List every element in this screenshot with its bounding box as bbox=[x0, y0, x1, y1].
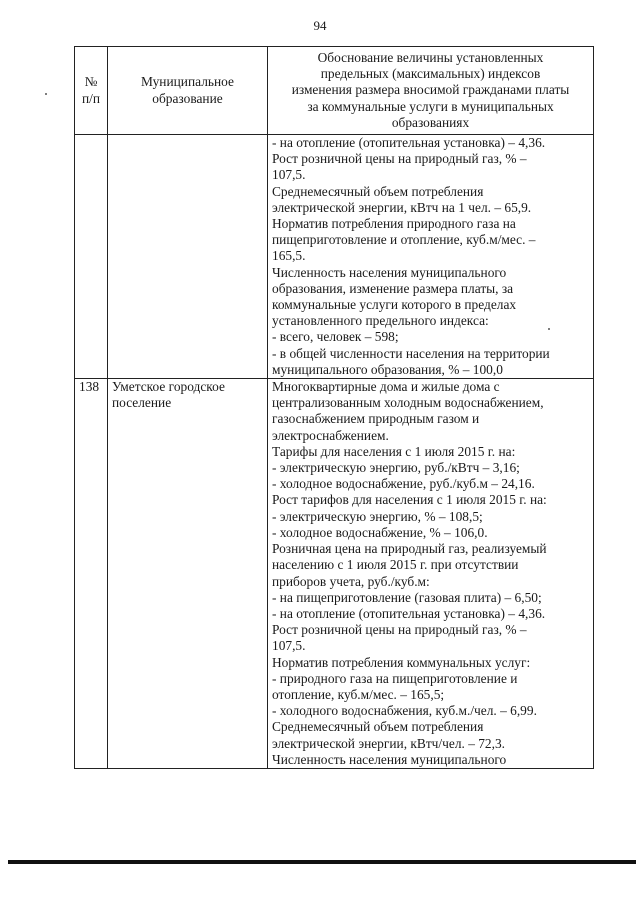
justification-line: Численность населения муниципального bbox=[272, 751, 507, 767]
justification-line: Рост розничной цены на природный газ, % – bbox=[272, 151, 527, 167]
justification-line: - на отопление (отопительная установка) – 4,36. bbox=[272, 135, 546, 151]
scan-speck bbox=[45, 93, 47, 95]
justification-line: - электрическую энергию, руб./кВтч – 3,16; bbox=[272, 460, 520, 476]
row-number: 138 bbox=[75, 379, 108, 769]
justification-line: электрической энергии, кВтч на 1 чел. – 65,9. bbox=[272, 199, 532, 215]
justification-line: пищеприготовление и отопление, куб.м/мес. – bbox=[272, 232, 536, 248]
row-number bbox=[75, 135, 108, 379]
header-justification: Обоснование величины установленных предельных (максимальных) индексов изменения размера вносимой гражданами платы за коммунальные услуги в муниципальных образованиях bbox=[268, 47, 594, 135]
justification-line: 165,5. bbox=[272, 248, 306, 264]
justification-line: газоснабжением природным газом и bbox=[272, 411, 480, 427]
table-row bbox=[75, 135, 594, 379]
municipality-line: поселение bbox=[112, 395, 172, 411]
justification-line: коммунальные услуги которого в пределах bbox=[272, 297, 517, 313]
justification-line: Розничная цена на природный газ, реализуемый bbox=[272, 541, 547, 557]
justification-line: - электрическую энергию, % – 108,5; bbox=[272, 508, 483, 524]
justification-line: Норматив потребления коммунальных услуг: bbox=[272, 654, 531, 670]
justification-line: - на отопление (отопительная установка) – 4,36. bbox=[272, 605, 546, 621]
justification-line: Многоквартирные дома и жилые дома с bbox=[272, 379, 500, 395]
justification-line: 107,5. bbox=[272, 638, 306, 654]
justification-line: - природного газа на пищеприготовление и bbox=[272, 670, 518, 686]
justification-line: Норматив потребления природного газа на bbox=[272, 216, 516, 232]
justification-line: Рост розничной цены на природный газ, % – bbox=[272, 622, 527, 638]
justification-line: Численность населения муниципального bbox=[272, 264, 507, 280]
justification-line: централизованным холодным водоснабжением, bbox=[272, 395, 544, 411]
justification-line: электрической энергии, кВтч/чел. – 72,3. bbox=[272, 735, 506, 751]
justification-line: отопление, куб.м/мес. – 165,5; bbox=[272, 686, 445, 702]
justification-line: - холодное водоснабжение, руб./куб.м – 24,16. bbox=[272, 476, 535, 492]
justification-line: - на пищеприготовление (газовая плита) – 6,50; bbox=[272, 589, 542, 605]
header-num: № п/п bbox=[75, 47, 108, 135]
header-municipality: Муниципальное образование bbox=[108, 47, 268, 135]
municipality-name bbox=[108, 135, 268, 379]
scan-speck bbox=[548, 328, 550, 330]
justification-line: 107,5. bbox=[272, 167, 306, 183]
justification-line: Среднемесячный объем потребления bbox=[272, 719, 484, 735]
municipality-name bbox=[108, 379, 268, 769]
table-row bbox=[75, 379, 594, 769]
justification-line: Тарифы для населения с 1 июля 2015 г. на: bbox=[272, 443, 516, 459]
justification-line: установленного предельного индекса: bbox=[272, 313, 489, 329]
justification-line: приборов учета, руб./куб.м: bbox=[272, 573, 430, 589]
justification-line: - холодного водоснабжения, куб.м./чел. – 6,99. bbox=[272, 703, 537, 719]
justification-line: - всего, человек – 598; bbox=[272, 329, 399, 345]
justification-line: Среднемесячный объем потребления bbox=[272, 183, 484, 199]
justification-line: - в общей численности населения на территории bbox=[272, 345, 550, 361]
justification-line: муниципального образования, % – 100,0 bbox=[272, 361, 503, 377]
municipal-index-table bbox=[74, 46, 594, 769]
bottom-rule bbox=[8, 860, 636, 864]
municipality-line: Уметское городское bbox=[112, 379, 225, 395]
table-header-row bbox=[75, 47, 594, 135]
justification-line: образования, изменение размера платы, за bbox=[272, 280, 514, 296]
page-number: 94 bbox=[313, 18, 327, 33]
justification-line: электроснабжением. bbox=[272, 427, 389, 443]
justification-text bbox=[268, 135, 594, 379]
justification-text bbox=[268, 379, 594, 769]
justification-line: - холодное водоснабжение, % – 106,0. bbox=[272, 524, 488, 540]
justification-line: населению с 1 июля 2015 г. при отсутствии bbox=[272, 557, 519, 573]
justification-line: Рост тарифов для населения с 1 июля 2015 г. на: bbox=[272, 492, 547, 508]
